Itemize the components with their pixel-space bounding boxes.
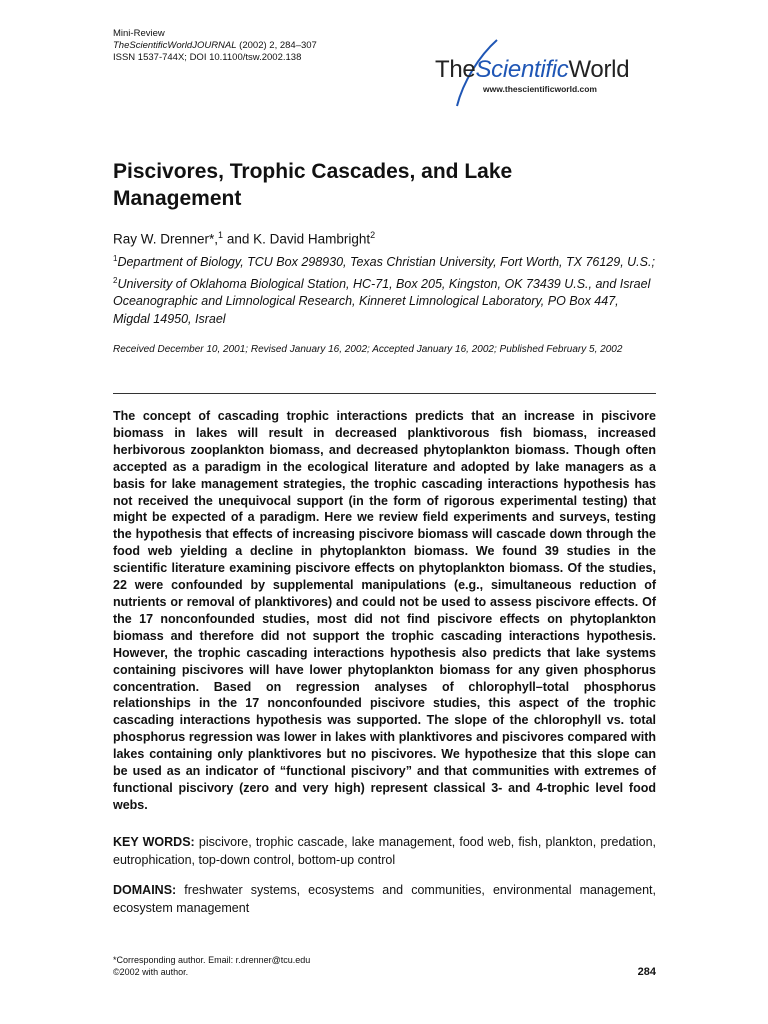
domains: [113, 882, 656, 917]
article-type: Mini-Review: [113, 28, 165, 39]
author-2: and K. David Hambright: [223, 231, 371, 247]
keywords-label: KEY WORDS:: [113, 835, 195, 849]
journal-name: TheScientificWorldJOURNAL: [113, 40, 237, 51]
logo-wordmark: [435, 56, 629, 84]
logo-url: www.thescientificworld.com: [483, 84, 597, 94]
affiliation-2: University of Oklahoma Biological Station, HC-71, Box 205, Kingston, OK 73439 U.S., and Israel Oceanographic and Limnological Research, Kinneret Limnological Laboratory, PO Box 447, Migdal 14950, Israel: [113, 276, 651, 326]
abstract: The concept of cascading trophic interactions predicts that an increase in piscivore biomass in lakes will result in decreased planktivorous fish biomass, increased herbivorous zooplankton biomass, and decreased phytoplankton biomass. Though often accepted as a paradigm in the ecological literature and adopted by lake managers as a basis for lake management strategies, the trophic cascading interactions hypothesis has not received the unequivocal support (in the form of rigorous experimental testing) that might be expected of a paradigm. Here we review field experiments and surveys, testing the hypothesis that effects of increasing piscivore biomass will cascade down through the food web yielding a decline in phytoplankton biomass. We found 39 studies in the scientific literature examining piscivore effects on phytoplankton biomass. Of the studies, 22 were confounded by supplemental manipulations (e.g., simultaneous reduction of nutrients or removal of planktivores) and could not be used to assess piscivore effects. Of the 17 nonconfounded studies, most did not find piscivore effects on phytoplankton biomass and therefore did not support the trophic cascading interactions hypothesis. However, the trophic cascading interactions hypothesis also predicts that lake systems containing piscivores will have lower phytoplankton biomass for any given phosphorus concentration. Based on regression analyses of chlorophyll–total phosphorus relationships in the 17 nonconfounded piscivore studies, this aspect of the trophic cascading interactions hypothesis was supported. The slope of the chlorophyll vs. total phosphorus regression was lower in lakes with planktivores and piscivores compared with lakes containing only planktivores but no piscivores. We hypothesize that this slope can be used as an indicator of “functional piscivory” and that communities with extremes of functional piscivory (zero and very high) represent classical 3- and 4-trophic level food webs.: [113, 409, 656, 812]
author-2-affil-mark: 2: [370, 230, 376, 240]
affil-mark-2: 2: [113, 275, 118, 285]
logo-scientific: Scientific: [475, 56, 569, 83]
corresponding-author: *Corresponding author. Email: r.drenner@tcu.edu: [113, 955, 311, 965]
issn-doi: ISSN 1537-744X; DOI 10.1100/tsw.2002.138: [113, 52, 302, 63]
author-1-affil-mark: 1: [218, 230, 224, 240]
affiliation-1: Department of Biology, TCU Box 298930, Texas Christian University, Fort Worth, TX 76129, U.S.;: [117, 255, 655, 270]
page-number: 284: [637, 966, 656, 978]
journal-citation: [113, 40, 317, 52]
publication-dates: Received December 10, 2001; Revised January 16, 2002; Accepted January 16, 2002; Published February 5, 2002: [113, 344, 623, 355]
affil-mark-1: 1: [113, 254, 118, 263]
copyright: ©2002 with author.: [113, 967, 189, 977]
domains-text: freshwater systems, ecosystems and communities, environmental management, ecosystem management: [113, 883, 656, 915]
logo-world: World: [568, 56, 630, 83]
author-1-marks: *,: [209, 231, 219, 247]
affiliations: [113, 250, 658, 328]
keywords: [113, 834, 656, 869]
keywords-text: piscivore, trophic cascade, lake management, food web, fish, plankton, predation, eutrophication, top-down control, bottom-up control: [113, 835, 656, 867]
journal-details: (2002) 2, 284–307: [236, 40, 317, 51]
article-title: Piscivores, Trophic Cascades, and Lake Management: [113, 160, 513, 210]
divider: [113, 393, 656, 394]
journal-header: [113, 28, 317, 64]
author-line: [113, 230, 375, 247]
footnote: [113, 954, 310, 978]
author-1: Ray W. Drenner: [113, 231, 210, 247]
domains-label: DOMAINS:: [113, 883, 177, 897]
journal-logo: [435, 38, 635, 108]
logo-the: The: [435, 56, 476, 83]
